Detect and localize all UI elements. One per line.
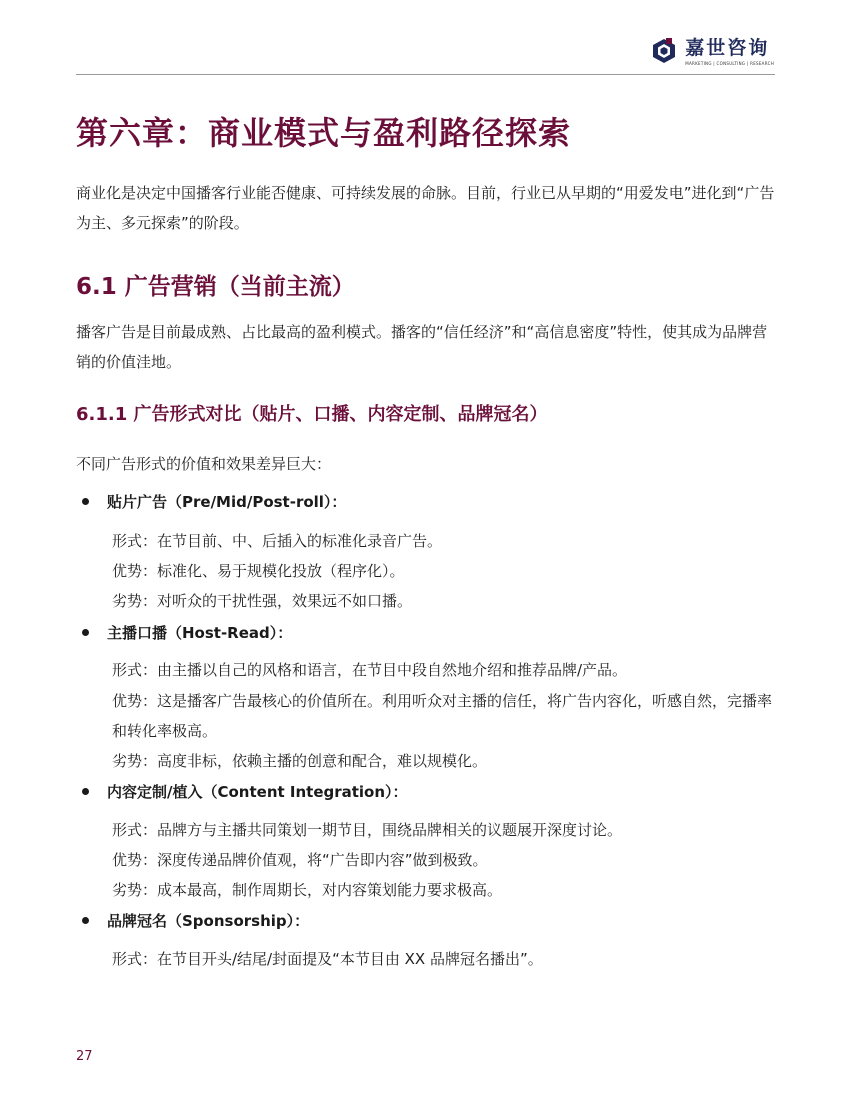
intro-paragraph: 商业化是决定中国播客行业能否健康、可持续发展的命脉。目前，行业已从早期的“用爱发电”进化到“广告为主、多元探索”的阶段。 — [76, 184, 775, 232]
page-number: 27 — [76, 1049, 93, 1064]
list-item — [76, 618, 776, 648]
logo-mark-icon — [651, 38, 677, 64]
page-header — [0, 0, 850, 80]
list-item — [76, 906, 776, 936]
list-item-detail: 劣势：高度非标，依赖主播的创意和配合，难以规模化。 — [112, 752, 488, 770]
list-item-label: 贴片广告（Pre/Mid/Post-roll）： — [107, 493, 347, 511]
list-item-detail: 形式：品牌方与主播共同策划一期节目，围绕品牌相关的议题展开深度讨论。 — [112, 821, 623, 839]
chapter-title: 第六章：商业模式与盈利路径探索 — [76, 114, 572, 152]
section-6-1-paragraph: 播客广告是目前最成熟、占比最高的盈利模式。播客的“信任经济”和“高信息密度”特性，使其成为品牌营销的价值洼地。 — [76, 323, 768, 371]
list-item-detail: 劣势：成本最高，制作周期长，对内容策划能力要求极高。 — [112, 881, 503, 899]
list-item-label: 品牌冠名（Sponsorship）： — [107, 912, 310, 930]
list-item-detail: 形式：由主播以自己的风格和语言，在节目中段自然地介绍和推荐品牌/产品。 — [112, 661, 628, 679]
list-item-detail: 形式：在节目前、中、后插入的标准化录音广告。 — [112, 532, 443, 550]
bullet-icon — [82, 629, 89, 636]
list-item-detail: 劣势：对听众的干扰性强，效果远不如口播。 — [112, 592, 413, 610]
list-item-label: 主播口播（Host-Read）： — [107, 624, 293, 642]
bullet-icon — [82, 788, 89, 795]
list-item-detail: 优势：标准化、易于规模化投放（程序化）。 — [112, 562, 405, 580]
header-divider — [76, 74, 775, 75]
logo-tagline: MARKETING | CONSULTING | RESEARCH — [685, 61, 774, 66]
list-item-detail: 形式：在节目开头/结尾/封面提及“本节目由 XX 品牌冠名播出”。 — [112, 950, 543, 968]
section-6-1-title: 6.1 广告营销（当前主流） — [76, 274, 355, 300]
list-item-detail: 优势：这是播客广告最核心的价值所在。利用听众对主播的信任，将广告内容化，听感自然，完播率和转化率极高。 — [112, 692, 773, 740]
list-item-label: 内容定制/植入（Content Integration）： — [107, 783, 408, 801]
logo-name: 嘉世咨询 — [685, 37, 770, 59]
list-item — [76, 777, 776, 807]
section-6-1-1-lead: 不同广告形式的价值和效果差异巨大： — [76, 455, 332, 473]
section-6-1-1-title: 6.1.1 广告形式对比（贴片、口播、内容定制、品牌冠名） — [76, 404, 548, 425]
company-logo — [651, 38, 774, 68]
bullet-icon — [82, 917, 89, 924]
list-item-detail: 优势：深度传递品牌价值观，将“广告即内容”做到极致。 — [112, 851, 488, 869]
list-item — [76, 487, 776, 517]
bullet-icon — [82, 498, 89, 505]
